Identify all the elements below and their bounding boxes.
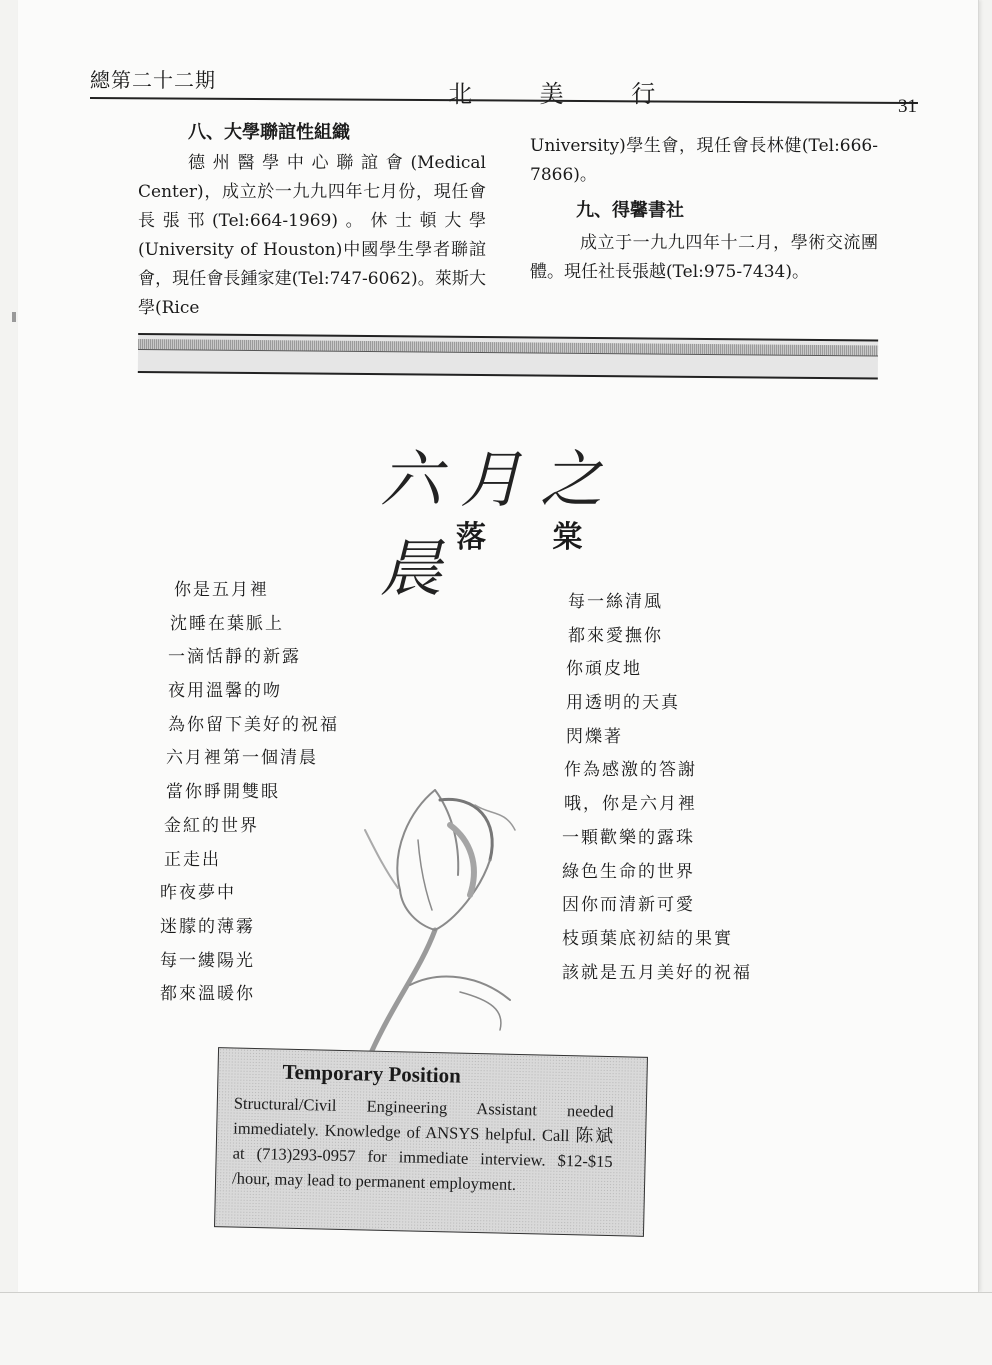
poem-line: 為你留下美好的祝福 bbox=[168, 714, 339, 735]
poem-line: 都來溫暖你 bbox=[160, 984, 255, 1005]
ad-text-after: at (713)293-0957 for immediate interview. $12-$15 /hour, may lead to permanent employment. bbox=[231, 1143, 613, 1194]
binding-mark bbox=[12, 312, 16, 322]
ad-text-before: Structural/Civil Engineering Assistant needed immediately. Knowledge of ANSYS helpful. Call bbox=[233, 1093, 614, 1146]
poem-line: 用透明的天真 bbox=[566, 693, 680, 714]
job-ad-box bbox=[214, 1047, 648, 1237]
article-column-left bbox=[138, 118, 486, 323]
poem-line: 哦，你是六月裡 bbox=[564, 794, 697, 815]
section-divider bbox=[138, 333, 878, 379]
poem-line: 正走出 bbox=[164, 849, 221, 870]
poem-line: 閃爍著 bbox=[566, 726, 623, 747]
poem-line: 金紅的世界 bbox=[164, 815, 259, 836]
section-8-paragraph: 德州醫學中心聯誼會(Medical Center)，成立於一九九四年七月份，現任會長張邗(Tel:664-1969)。休士頓大學(University of Houston)中國學生學者聯誼會，現任會長鍾家建(Tel:747-6062)。萊斯大學(Rice bbox=[138, 153, 486, 318]
poem-line: 迷朦的薄霧 bbox=[160, 916, 255, 937]
section-8-continuation: University)學生會，現任會長林健(Tel:666-7866)。 bbox=[530, 136, 878, 185]
poem-line: 綠色生命的世界 bbox=[562, 861, 695, 882]
poem-line: 都來愛撫你 bbox=[568, 625, 663, 646]
poem-line: 每一絲清風 bbox=[568, 592, 663, 612]
poem-line: 你是五月裡 bbox=[174, 580, 269, 600]
poem-author: 落 棠 bbox=[456, 520, 611, 555]
issue-label: 總第二十二期 bbox=[90, 68, 216, 92]
article-column-right bbox=[530, 132, 878, 287]
poem-line: 作為感激的答謝 bbox=[564, 760, 697, 781]
poem-line: 因你而清新可愛 bbox=[562, 895, 695, 916]
ad-contact-name: 陈斌 bbox=[575, 1125, 614, 1148]
page-number: 31 bbox=[898, 96, 917, 117]
poem-line: 每一縷陽光 bbox=[160, 950, 255, 971]
poem-line: 夜用溫馨的吻 bbox=[168, 681, 282, 702]
poem-line: 當你睜開雙眼 bbox=[166, 782, 280, 803]
poem-stanza-right bbox=[562, 586, 752, 990]
lotus-illustration bbox=[340, 770, 550, 1060]
scan-background bbox=[0, 1292, 992, 1365]
poem-line: 一顆歡樂的露珠 bbox=[562, 827, 695, 848]
section-heading-8: 八、大學聯誼性組織 bbox=[188, 122, 350, 143]
ad-body bbox=[232, 1091, 614, 1200]
magazine-title: 北 美 行 bbox=[448, 80, 686, 108]
poem-line: 一滴恬靜的新露 bbox=[168, 647, 301, 668]
section-9-paragraph: 成立于一九九四年十二月，學術交流團體。現任社長張越(Tel:975-7434)。 bbox=[530, 233, 878, 282]
poem-stanza-left bbox=[160, 574, 339, 1012]
poem-line: 該就是五月美好的祝福 bbox=[562, 962, 752, 983]
poem-line: 六月裡第一個清晨 bbox=[166, 748, 318, 769]
poem-line: 昨夜夢中 bbox=[160, 883, 236, 904]
section-heading-9: 九、得馨書社 bbox=[576, 200, 684, 221]
poem-line: 沈睡在葉脈上 bbox=[170, 613, 284, 634]
poem-line: 枝頭葉底初結的果實 bbox=[562, 928, 733, 949]
poem-title: 六月之晨 bbox=[380, 443, 621, 605]
poem-line: 你頑皮地 bbox=[566, 659, 642, 680]
ad-title: Temporary Position bbox=[282, 1059, 462, 1088]
